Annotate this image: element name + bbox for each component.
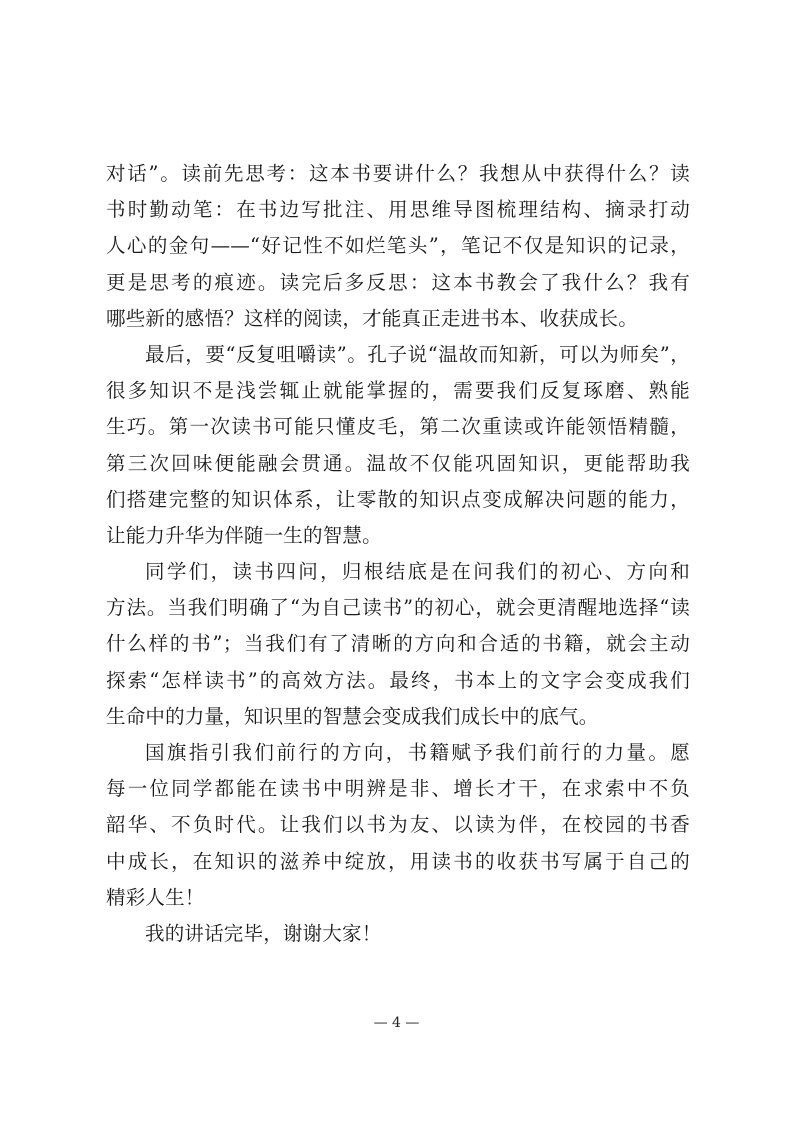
paragraph-thanks	[106, 916, 690, 952]
text-line: 们搭建完整的知识体系，让零散的知识点变成解决问题的能力，	[106, 487, 690, 511]
text-line: 生巧。第一次读书可能只懂皮毛，第二次重读或许能领悟精髓，	[106, 415, 690, 439]
text-line: 很多知识不是浅尝辄止就能掌握的，需要我们反复琢磨、熟能	[106, 379, 690, 403]
text-line: 每一位同学都能在读书中明辨是非、增长才干，在求索中不负	[106, 777, 690, 801]
text-line: 人心的金句——“好记性不如烂笔头”，笔记不仅是知识的记录，	[106, 234, 690, 258]
paragraph-summary	[106, 554, 690, 735]
paragraph-reading-method	[106, 156, 690, 337]
text-line: 对话”。读前先思考：这本书要讲什么？我想从中获得什么？读	[106, 162, 690, 185]
text-line: 国旗指引我们前行的方向，书籍赋予我们前行的力量。愿	[145, 741, 690, 764]
text-line: 韶华、不负时代。让我们以书为友、以读为伴，在校园的书香	[106, 813, 690, 837]
paragraph-repeated-reading	[106, 337, 690, 554]
text-line: 精彩人生！	[106, 885, 205, 909]
text-line: 第三次回味便能融会贯通。温故不仅能巩固知识，更能帮助我	[106, 451, 690, 475]
text-line: 最后，要“反复咀嚼读”。孔子说“温故而知新，可以为师矣”，	[145, 342, 690, 366]
text-line: 什么样的书”；当我们有了清晰的方向和合适的书籍，就会主动	[106, 632, 690, 656]
page-number: — 4 —	[373, 1015, 420, 1031]
text-line: 探索“怎样读书”的高效方法。最终，书本上的文字会变成我们	[106, 668, 690, 692]
text-line: 让能力升华为伴随一生的智慧。	[106, 523, 382, 547]
text-line: 我的讲话完毕，谢谢大家！	[145, 921, 382, 945]
text-line: 方法。当我们明确了“为自己读书”的初心，就会更清醒地选择“读	[106, 596, 690, 620]
text-line: 书时勤动笔：在书边写批注、用思维导图梳理结构、摘录打动	[106, 198, 690, 222]
text-line: 中成长，在知识的滋养中绽放，用读书的收获书写属于自己的	[106, 849, 690, 873]
text-line: 更是思考的痕迹。读完后多反思：这本书教会了我什么？我有	[106, 270, 690, 294]
text-line: 生命中的力量，知识里的智慧会变成我们成长中的底气。	[106, 704, 599, 728]
speech-body	[106, 156, 690, 952]
text-line: 哪些新的感悟？这样的阅读，才能真正走进书本、收获成长。	[106, 306, 638, 330]
paragraph-closing-wish	[106, 735, 690, 916]
text-line: 同学们，读书四问，归根结底是在问我们的初心、方向和	[145, 560, 690, 584]
